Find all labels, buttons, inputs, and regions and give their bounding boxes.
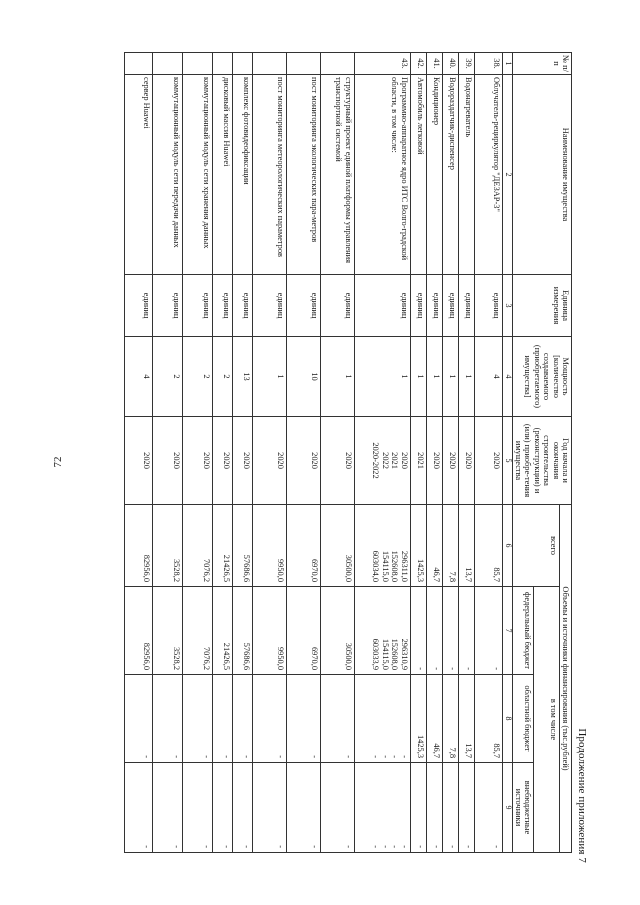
row-federal: -: [442, 587, 458, 675]
row-total: 57686,6: [232, 505, 252, 587]
row-year: 2021: [410, 417, 426, 505]
row-year-line: 2020-2022: [371, 442, 381, 479]
row-total-line: 603034,0: [371, 550, 381, 582]
row-capacity: 1: [458, 337, 474, 417]
row-year: 2020: [212, 417, 232, 505]
row-regional: 13,7: [458, 675, 474, 763]
table-row: [124, 53, 152, 853]
row-regional-line: -: [371, 755, 381, 758]
table-row: [286, 53, 320, 853]
row-total: 3528,2: [152, 505, 182, 587]
row-unit: единиц: [442, 275, 458, 337]
row-total: 21426,5: [212, 505, 232, 587]
table-row: [458, 53, 474, 853]
col-number: 1: [502, 53, 512, 75]
row-total: [354, 505, 410, 587]
row-year: 2020: [152, 417, 182, 505]
row-regional: -: [124, 675, 152, 763]
row-regional: [354, 675, 410, 763]
col-number: 3: [502, 275, 512, 337]
row-federal: -: [410, 587, 426, 675]
row-total-line: 296311,0: [399, 550, 409, 582]
row-year: 2020: [286, 417, 320, 505]
row-number: [212, 53, 232, 75]
row-regional: -: [152, 675, 182, 763]
header-extra: внебюджетные источники: [512, 763, 534, 853]
row-extra: -: [410, 763, 426, 853]
row-regional-line: -: [380, 755, 390, 758]
row-year: 2020: [320, 417, 354, 505]
row-name: Кондиционер: [426, 75, 442, 275]
col-number: 7: [502, 587, 512, 675]
row-capacity: 2: [182, 337, 212, 417]
row-federal: 6970,0: [286, 587, 320, 675]
col-number: 2: [502, 75, 512, 275]
table-row: [410, 53, 426, 853]
row-capacity: 2: [212, 337, 232, 417]
row-total: 85,7: [474, 505, 502, 587]
row-regional: 1425,3: [410, 675, 426, 763]
row-number: 39.: [458, 53, 474, 75]
appendix-title: Продолжение приложения 7: [576, 728, 588, 863]
table-row: [320, 53, 354, 853]
row-name: сервер Huawei: [124, 75, 152, 275]
row-federal-line: 154115,0: [380, 638, 390, 670]
row-extra: -: [426, 763, 442, 853]
row-regional: -: [182, 675, 212, 763]
row-name: пост мониторинга метеорологических параметров: [252, 75, 286, 275]
row-number: [182, 53, 212, 75]
col-number: 4: [502, 337, 512, 417]
financing-table: [124, 52, 572, 853]
table-row: [354, 53, 410, 853]
row-federal: 3528,2: [152, 587, 182, 675]
row-number: 40.: [442, 53, 458, 75]
row-federal: 7076,2: [182, 587, 212, 675]
row-federal: [354, 587, 410, 675]
row-extra-line: -: [380, 845, 390, 848]
row-unit: единиц: [232, 275, 252, 337]
row-total: 6970,0: [286, 505, 320, 587]
row-capacity: 1: [354, 337, 410, 417]
row-extra: -: [442, 763, 458, 853]
table-row: [442, 53, 458, 853]
row-regional: -: [320, 675, 354, 763]
row-name: Водонагреватель: [458, 75, 474, 275]
column-number-row: [502, 53, 512, 853]
row-capacity: 1: [252, 337, 286, 417]
row-name: коммутационный модуль сети передачи данных: [152, 75, 182, 275]
header-total: всего: [512, 505, 559, 587]
row-total: 9950,0: [252, 505, 286, 587]
header-regional: областной бюджет: [512, 675, 534, 763]
table-row: [232, 53, 252, 853]
row-unit: единиц: [474, 275, 502, 337]
row-name: пост мониторинга экологических пара-метров: [286, 75, 320, 275]
row-extra: -: [232, 763, 252, 853]
row-number: 38.: [474, 53, 502, 75]
row-capacity: 1: [320, 337, 354, 417]
row-total: 13,7: [458, 505, 474, 587]
row-extra: -: [458, 763, 474, 853]
row-year: 2020: [426, 417, 442, 505]
row-number: 41.: [426, 53, 442, 75]
row-regional: -: [286, 675, 320, 763]
page-number: 72: [52, 456, 64, 468]
row-federal-line: 152608,0: [390, 638, 400, 670]
row-extra: -: [320, 763, 354, 853]
row-capacity: 1: [410, 337, 426, 417]
header-name: Наименование имущества: [512, 75, 571, 275]
row-year: 2020: [474, 417, 502, 505]
row-extra: -: [182, 763, 212, 853]
col-number: 9: [502, 763, 512, 853]
row-total: 46,7: [426, 505, 442, 587]
row-federal: -: [458, 587, 474, 675]
row-number: 42.: [410, 53, 426, 75]
row-federal: 21426,5: [212, 587, 232, 675]
row-extra-line: -: [371, 845, 381, 848]
row-unit: единиц: [320, 275, 354, 337]
row-federal: 30500,0: [320, 587, 354, 675]
row-number: 43.: [354, 53, 410, 75]
row-capacity: 1: [442, 337, 458, 417]
table-row: [426, 53, 442, 853]
header-financing: Объемы и источники финансирования (тыс.рублей): [559, 505, 571, 853]
row-total-line: 154115,0: [380, 550, 390, 582]
row-year: 2020: [442, 417, 458, 505]
header-unit: Единица измерения: [512, 275, 571, 337]
row-unit: единиц: [124, 275, 152, 337]
row-year: 2020: [458, 417, 474, 505]
row-number: [232, 53, 252, 75]
table-row: [474, 53, 502, 853]
row-number: [152, 53, 182, 75]
table-row: [252, 53, 286, 853]
row-regional: 7,8: [442, 675, 458, 763]
row-regional: 85,7: [474, 675, 502, 763]
row-extra: -: [474, 763, 502, 853]
row-regional: -: [252, 675, 286, 763]
header-federal: федеральный бюджет: [512, 587, 534, 675]
row-unit: единиц: [410, 275, 426, 337]
row-unit: единиц: [354, 275, 410, 337]
row-extra: -: [286, 763, 320, 853]
row-year: 2020: [232, 417, 252, 505]
row-regional: -: [232, 675, 252, 763]
row-capacity: 1: [426, 337, 442, 417]
row-capacity: 10: [286, 337, 320, 417]
row-capacity: 13: [232, 337, 252, 417]
row-name: Облучатель-рециркулятор "ДЕЗАР-3": [474, 75, 502, 275]
table-row: [182, 53, 212, 853]
row-federal-line: 296310,9: [399, 638, 409, 670]
row-number: [252, 53, 286, 75]
row-federal: -: [474, 587, 502, 675]
row-name: Автомобиль легковой: [410, 75, 426, 275]
row-federal: 57686,6: [232, 587, 252, 675]
row-name: комплекс фотовидеофиксации: [232, 75, 252, 275]
row-name: структурный проект единой платформы управления транспортной системой: [320, 75, 354, 275]
col-number: 8: [502, 675, 512, 763]
row-regional: -: [212, 675, 232, 763]
header-incl: в том числе: [534, 587, 559, 853]
row-total: 82956,0: [124, 505, 152, 587]
row-year: [354, 417, 410, 505]
col-number: 5: [502, 417, 512, 505]
row-unit: единиц: [252, 275, 286, 337]
row-number: [124, 53, 152, 75]
row-name: Водораздатчик-диспенсер: [442, 75, 458, 275]
row-total: 1425,3: [410, 505, 426, 587]
row-total: 7076,2: [182, 505, 212, 587]
col-number: 6: [502, 505, 512, 587]
row-federal: -: [426, 587, 442, 675]
row-unit: единиц: [152, 275, 182, 337]
row-federal: 82956,0: [124, 587, 152, 675]
row-total: 7,8: [442, 505, 458, 587]
row-extra: -: [212, 763, 232, 853]
row-year-line: 2021: [390, 452, 400, 469]
row-year-line: 2022: [380, 452, 390, 469]
row-extra: -: [124, 763, 152, 853]
table-body: [124, 53, 502, 853]
row-number: [286, 53, 320, 75]
row-name: коммутационный модуль сети хранения данных: [182, 75, 212, 275]
row-total: 30500,0: [320, 505, 354, 587]
row-capacity: 4: [474, 337, 502, 417]
row-extra: [354, 763, 410, 853]
row-unit: единиц: [426, 275, 442, 337]
table-row: [152, 53, 182, 853]
row-unit: единиц: [458, 275, 474, 337]
row-year: 2020: [124, 417, 152, 505]
row-extra: -: [152, 763, 182, 853]
row-unit: единиц: [286, 275, 320, 337]
row-regional-line: -: [399, 755, 409, 758]
row-regional-line: -: [390, 755, 400, 758]
row-unit: единиц: [182, 275, 212, 337]
row-year: 2020: [182, 417, 212, 505]
row-unit: единиц: [212, 275, 232, 337]
header-year: Год начала и окончания строительства (реконструкции) и (или) приобре-тения имущества: [512, 417, 571, 505]
row-name: дисковый массив Huawei: [212, 75, 232, 275]
row-name: Программно-аппаратное ядро ИТС Волго-градской области, в том числе:: [354, 75, 410, 275]
row-extra-line: -: [399, 845, 409, 848]
header-num: № п/п: [512, 53, 571, 75]
row-federal-line: 603033,9: [371, 638, 381, 670]
table-row: [212, 53, 232, 853]
row-regional: 46,7: [426, 675, 442, 763]
row-extra-line: -: [390, 845, 400, 848]
row-federal: 9950,0: [252, 587, 286, 675]
header-capacity: Мощность [количество создаваемого (приобретаемого) имущества]: [512, 337, 571, 417]
row-year-line: 2020: [399, 452, 409, 469]
row-capacity: 4: [124, 337, 152, 417]
row-number: [320, 53, 354, 75]
row-total-line: 152608,0: [390, 550, 400, 582]
row-extra: -: [252, 763, 286, 853]
row-year: 2020: [252, 417, 286, 505]
row-capacity: 2: [152, 337, 182, 417]
